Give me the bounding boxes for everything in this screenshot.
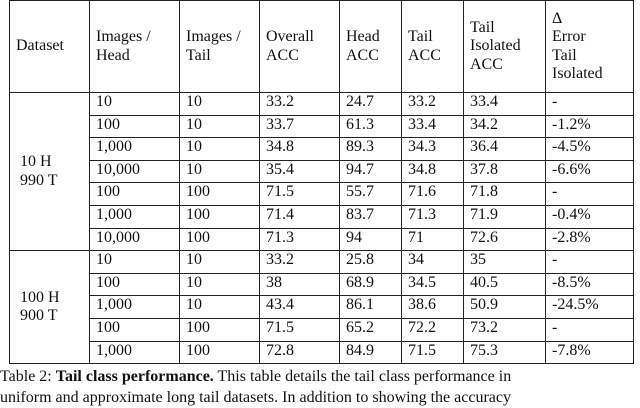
table-cell: 34 <box>402 251 464 274</box>
table-cell: - <box>546 318 634 341</box>
column-header <box>90 1 180 93</box>
table-cell: -1.2% <box>546 115 634 138</box>
table-cell: 71.9 <box>464 205 546 228</box>
column-header-line: Head <box>346 28 380 46</box>
column-header-line: ACC <box>266 46 299 64</box>
table-cell: 10 <box>180 138 260 161</box>
table-cell: 73.2 <box>464 318 546 341</box>
table-cell: 37.8 <box>464 160 546 183</box>
table-cell: 38 <box>260 273 340 296</box>
table-cell: 71.3 <box>260 228 340 251</box>
table-cell: -2.8% <box>546 228 634 251</box>
dataset-label-line: 100 H <box>20 288 60 306</box>
table-cell: 10 <box>180 93 260 116</box>
table-cell: 35.4 <box>260 160 340 183</box>
table-row <box>10 296 634 319</box>
dataset-label-line: 900 T <box>20 307 58 325</box>
table-cell: 10 <box>180 251 260 274</box>
caption-line-2 <box>0 387 640 408</box>
table-cell: -7.8% <box>546 341 634 364</box>
table-row <box>10 341 634 364</box>
table-cell: 1,000 <box>90 341 180 364</box>
table-cell: 100 <box>180 183 260 206</box>
table-row <box>10 273 634 296</box>
table-cell: 33.7 <box>260 115 340 138</box>
dataset-cell <box>10 251 90 364</box>
table-cell: 72.6 <box>464 228 546 251</box>
table-cell: 10 <box>180 296 260 319</box>
table-cell: 33.2 <box>402 93 464 116</box>
table-cell: 71 <box>402 228 464 251</box>
column-header <box>10 1 90 93</box>
caption-label: Table 2: <box>0 368 52 385</box>
table-cell: 1,000 <box>90 138 180 161</box>
table-cell: 84.9 <box>340 341 402 364</box>
dataset-label-line: 990 T <box>20 171 58 189</box>
column-header <box>464 1 546 93</box>
table-cell: 10 <box>180 115 260 138</box>
table-cell: 71.8 <box>464 183 546 206</box>
table-cell: 71.4 <box>260 205 340 228</box>
column-header-line: Error <box>552 28 586 46</box>
table-row <box>10 205 634 228</box>
table-cell: 10 <box>180 160 260 183</box>
table-cell: 100 <box>180 205 260 228</box>
table-cell: 89.3 <box>340 138 402 161</box>
table-cell: 100 <box>90 273 180 296</box>
table-cell: 40.5 <box>464 273 546 296</box>
results-table <box>9 0 634 364</box>
table-cell: 72.2 <box>402 318 464 341</box>
table-row <box>10 93 634 116</box>
table-cell: 72.8 <box>260 341 340 364</box>
table-cell: 75.3 <box>464 341 546 364</box>
column-header <box>260 1 340 93</box>
column-header-line: ACC <box>346 46 379 64</box>
table-cell: 94.7 <box>340 160 402 183</box>
table-row <box>10 115 634 138</box>
table-cell: 55.7 <box>340 183 402 206</box>
table-row <box>10 138 634 161</box>
dataset-label-line: 10 H <box>20 153 52 171</box>
table-cell: 38.6 <box>402 296 464 319</box>
table-cell: 43.4 <box>260 296 340 319</box>
header-row <box>10 1 634 93</box>
column-header-line: Dataset <box>16 37 64 55</box>
column-header-line: Isolated <box>552 64 603 82</box>
table-cell: 50.9 <box>464 296 546 319</box>
table-cell: 25.8 <box>340 251 402 274</box>
table-cell: -4.5% <box>546 138 634 161</box>
table-cell: 100 <box>90 183 180 206</box>
table-cell: 10 <box>90 251 180 274</box>
table-cell: 33.4 <box>402 115 464 138</box>
column-header <box>180 1 260 93</box>
table-cell: 34.8 <box>260 138 340 161</box>
column-header <box>546 1 634 93</box>
table-row <box>10 183 634 206</box>
caption-text-1: This table details the tail class performance in <box>217 368 512 385</box>
table-cell: 10 <box>90 93 180 116</box>
table-cell: - <box>546 93 634 116</box>
table-body <box>10 93 634 364</box>
table-cell: 100 <box>180 341 260 364</box>
column-header-line: Δ <box>552 9 563 27</box>
table-cell: 65.2 <box>340 318 402 341</box>
table-cell: 34.3 <box>402 138 464 161</box>
caption-line-1 <box>0 366 640 387</box>
table-cell: 34.5 <box>402 273 464 296</box>
table-cell: 86.1 <box>340 296 402 319</box>
column-header-line: Images / <box>96 28 151 46</box>
table-cell: 71.5 <box>402 341 464 364</box>
column-header-line: Tail <box>408 28 433 46</box>
table-cell: -6.6% <box>546 160 634 183</box>
table-cell: 35 <box>464 251 546 274</box>
column-header-line: ACC <box>408 46 441 64</box>
table-cell: 1,000 <box>90 296 180 319</box>
table-cell: 83.7 <box>340 205 402 228</box>
column-header-line: Images / <box>186 28 241 46</box>
column-header-line: Overall <box>266 28 314 46</box>
table-cell: 71.6 <box>402 183 464 206</box>
table-cell: 100 <box>90 318 180 341</box>
table-cell: 71.3 <box>402 205 464 228</box>
caption-text-2: uniform and approximate long tail datasets. In addition to showing the accuracy <box>0 389 511 406</box>
table-cell: 100 <box>180 228 260 251</box>
table-cell: -8.5% <box>546 273 634 296</box>
table-cell: 34.8 <box>402 160 464 183</box>
column-header <box>340 1 402 93</box>
table-cell: 71.5 <box>260 183 340 206</box>
column-header-line: Tail <box>552 46 577 64</box>
table-cell: 1,000 <box>90 205 180 228</box>
table-cell: 33.2 <box>260 93 340 116</box>
table-cell: 10,000 <box>90 160 180 183</box>
table-cell: -24.5% <box>546 296 634 319</box>
column-header-line: Tail <box>470 18 495 36</box>
column-header-line: ACC <box>470 55 503 73</box>
table-row <box>10 228 634 251</box>
caption-bold-title: Tail class performance. <box>55 368 214 385</box>
table-cell: 94 <box>340 228 402 251</box>
column-header-line: Tail <box>186 46 211 64</box>
table-cell: 10 <box>180 273 260 296</box>
table-cell: -0.4% <box>546 205 634 228</box>
table-cell: 10,000 <box>90 228 180 251</box>
table-row <box>10 318 634 341</box>
table-cell: 61.3 <box>340 115 402 138</box>
table-cell: 34.2 <box>464 115 546 138</box>
table-cell: - <box>546 251 634 274</box>
table-cell: 100 <box>180 318 260 341</box>
column-header <box>402 1 464 93</box>
column-header-line: Isolated <box>470 37 521 55</box>
table-cell: 33.2 <box>260 251 340 274</box>
table-cell: 33.4 <box>464 93 546 116</box>
table-cell: - <box>546 183 634 206</box>
table-cell: 36.4 <box>464 138 546 161</box>
table-cell: 68.9 <box>340 273 402 296</box>
column-header-line: Head <box>96 46 130 64</box>
table-cell: 71.5 <box>260 318 340 341</box>
table-cell: 24.7 <box>340 93 402 116</box>
dataset-cell <box>10 93 90 251</box>
table-cell: 100 <box>90 115 180 138</box>
table-row <box>10 251 634 274</box>
table-row <box>10 160 634 183</box>
